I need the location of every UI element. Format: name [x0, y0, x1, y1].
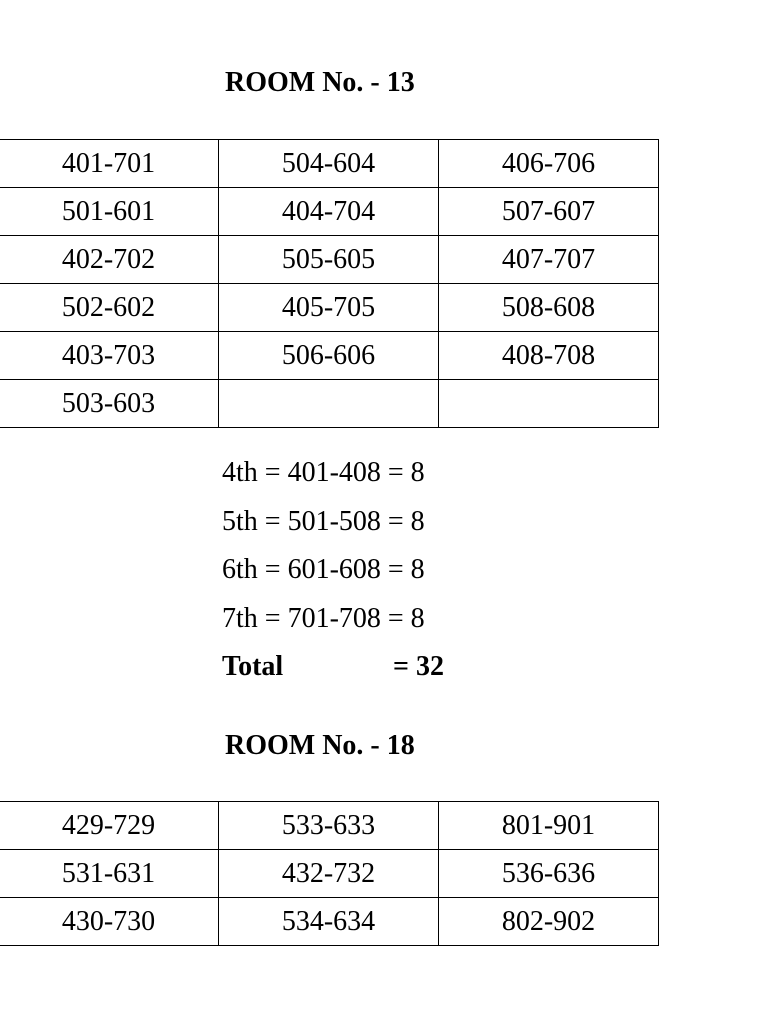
summary-line: 7th = 701-708 = 8 [222, 602, 425, 634]
table-cell: 407-707 [439, 236, 659, 284]
table-cell: 401-701 [0, 140, 219, 188]
table-cell: 533-633 [219, 802, 439, 850]
table-row [0, 284, 659, 332]
table-cell: 536-636 [439, 850, 659, 898]
table-cell: 801-901 [439, 802, 659, 850]
summary-line: 4th = 401-408 = 8 [222, 457, 425, 488]
table-cell: 406-706 [439, 140, 659, 188]
table-cell: 507-607 [439, 188, 659, 236]
table-cell: 508-608 [439, 284, 659, 332]
table-cell: 501-601 [0, 188, 219, 236]
table-cell: 402-702 [0, 236, 219, 284]
table-row [0, 332, 659, 380]
table-row [0, 380, 659, 428]
table-cell: 503-603 [0, 380, 219, 428]
table-row [0, 140, 659, 188]
summary-line: 6th = 601-608 = 8 [222, 554, 425, 585]
summary-line: 5th = 501-508 = 8 [222, 505, 425, 537]
table-cell: 802-902 [439, 898, 659, 946]
table-cell: 404-704 [219, 188, 439, 236]
table-cell: 405-705 [219, 284, 439, 332]
table-row [0, 898, 659, 946]
table-cell: 403-703 [0, 332, 219, 380]
table-cell: 504-604 [219, 140, 439, 188]
table-row [0, 236, 659, 284]
table-cell: 432-732 [219, 850, 439, 898]
table-cell [439, 380, 659, 428]
room-18-heading: ROOM No. - 18 [225, 730, 415, 761]
table-cell: 408-708 [439, 332, 659, 380]
table-cell: 505-605 [219, 236, 439, 284]
table-cell: 430-730 [0, 898, 219, 946]
total-label: Total [222, 651, 284, 682]
room-13-seat-table [0, 139, 659, 428]
table-cell: 429-729 [0, 802, 219, 850]
table-cell: 506-606 [219, 332, 439, 380]
floor-summary [222, 454, 482, 688]
room-18-seat-table [0, 801, 659, 946]
table-row [0, 188, 659, 236]
total-value: = 32 [393, 651, 444, 682]
table-cell [219, 380, 439, 428]
table-cell: 502-602 [0, 284, 219, 332]
table-cell: 534-634 [219, 898, 439, 946]
table-cell: 531-631 [0, 850, 219, 898]
room-13-heading: ROOM No. - 13 [225, 67, 415, 98]
table-row [0, 802, 659, 850]
summary-total [222, 648, 482, 688]
table-row [0, 850, 659, 898]
